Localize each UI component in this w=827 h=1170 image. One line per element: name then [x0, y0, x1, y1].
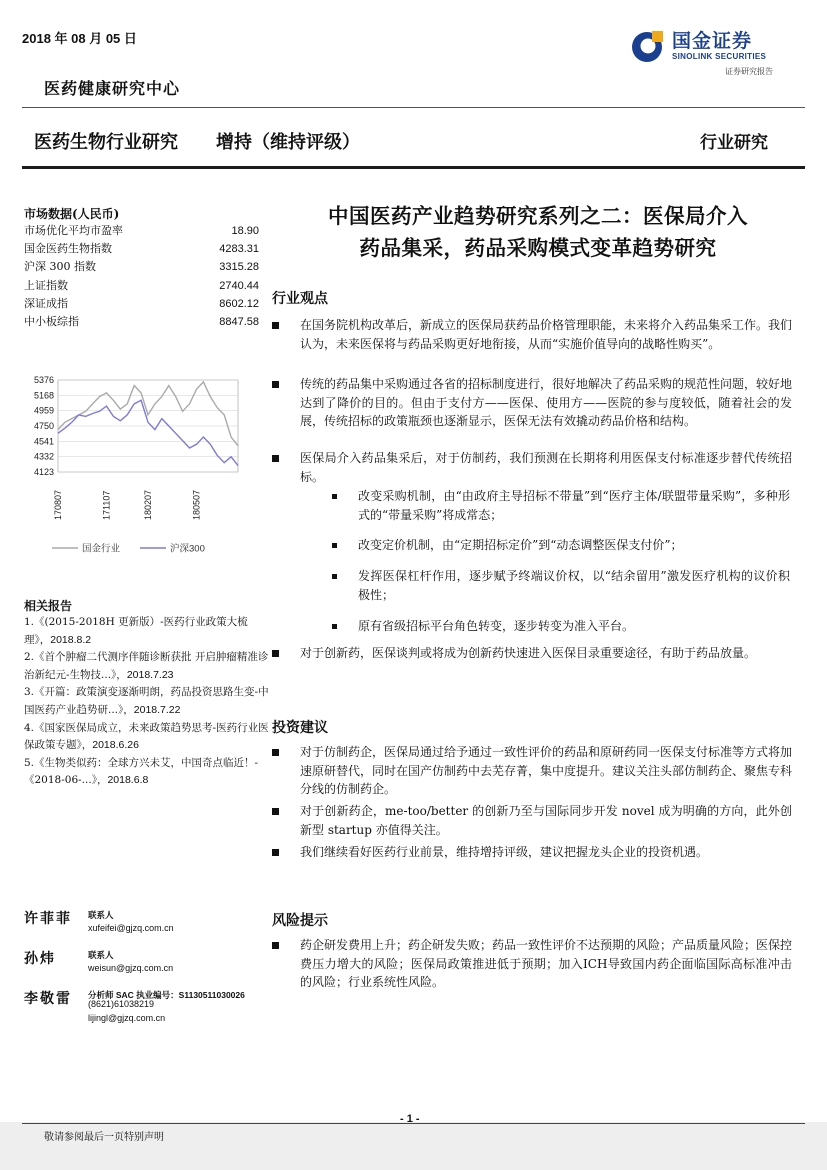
report-date: 2018 年 08 月 05 日	[22, 31, 137, 46]
related-report-item[interactable]	[24, 649, 269, 684]
chart-xtick-label: 180207	[143, 489, 153, 520]
bullet-item	[272, 802, 792, 839]
related-report-date: 2018.7.22	[133, 703, 181, 716]
sub-bullet-text: 原有省级招标平台角色转变，逐步转变为准入平台。	[358, 619, 635, 633]
market-row	[24, 240, 259, 258]
report-category-label: 证券研究报告	[725, 67, 773, 76]
related-report-item[interactable]	[24, 684, 269, 719]
research-center-name: 医药健康研究中心	[44, 79, 181, 98]
sinolink-logo-icon	[630, 28, 666, 64]
bullet-text: 药企研发费用上升；药企研发失败；药品一致性评价不达预期的风险；产品质量风险；医保控费压力增大的风险；医保局政策推进低于预期；加入ICH导致国内药企面临国际高标准冲击的风险；行业系统性风险。	[300, 938, 793, 990]
bullet-text: 医保局介入药品集采后，对于仿制药，我们预测在长期将利用医保支付标准逐步替代传统招标。	[300, 451, 792, 484]
related-report-date: 2018.6.26	[92, 739, 139, 752]
chart-ytick-label: 5168	[33, 390, 54, 401]
square-bullet-icon	[272, 322, 279, 329]
small-square-bullet-icon	[332, 624, 337, 629]
analyst-certificate: 分析师 SAC 执业编号：S1130511030026	[88, 990, 245, 1000]
report-title-line1: 中国医药产业趋势研究系列之二：医保局介入	[328, 204, 748, 228]
report-type: 行业研究	[700, 133, 768, 153]
market-value: 3315.28	[219, 261, 259, 274]
section-title-investment-advice: 投资建议	[272, 720, 328, 736]
header-divider	[22, 107, 805, 108]
analyst-phone: (8621)61038219	[88, 999, 155, 1009]
square-bullet-icon	[272, 650, 279, 657]
chart-ytick-label: 4123	[33, 467, 54, 477]
page-number: - 1 -	[400, 1113, 420, 1125]
sub-bullet-item	[332, 567, 790, 604]
sub-bullet-text: 发挥医保杠杆作用，逐步赋予终端议价权，以“结余留用”激发医疗机构的议价积极性；	[358, 569, 790, 602]
section-title-industry-view: 行业观点	[272, 291, 328, 307]
chart-ytick-label: 4332	[33, 451, 54, 462]
bullet-item	[272, 644, 792, 663]
chart-ytick-label: 5376	[33, 375, 54, 385]
bullet-text: 对于仿制药企，医保局通过给予通过一致性评价的药品和原研药同一医保支付标准等方式将加速原研替代，同时在国产仿制药中去芜存菁，集中度提升。建议关注头部仿制药企、聚焦专科分线的仿制药企。	[300, 745, 793, 797]
market-data-title: 市场数据(人民币)	[24, 207, 120, 221]
square-bullet-icon	[272, 749, 279, 756]
market-row	[24, 295, 259, 313]
market-row	[24, 258, 259, 276]
market-row	[24, 277, 259, 295]
bullet-text: 传统的药品集中采购通过各省的招标制度进行，很好地解决了药品采购的规范性问题，较好地达到了降价的目的。但由于支付方——医保、使用方——医院的参与度较低，随着社会的发展，传统招标的政策瓶颈也逐渐显示，医保无法有效撬动药品价格和结构。	[300, 377, 793, 429]
disclaimer-note: 敬请参阅最后一页特别声明	[44, 1132, 164, 1143]
small-square-bullet-icon	[332, 543, 337, 548]
bullet-item	[272, 449, 792, 486]
report-title-line2: 药品集采，药品采购模式变革趋势研究	[359, 236, 717, 260]
small-square-bullet-icon	[332, 494, 337, 499]
related-report-date: 2018.8.2	[50, 633, 92, 646]
market-value: 8847.58	[219, 315, 259, 328]
square-bullet-icon	[272, 849, 279, 856]
related-report-date: 2018.6.8	[107, 774, 149, 787]
market-row	[24, 222, 259, 240]
bullet-text: 对于创新药，医保谈判或将成为创新药快速进入医保目录重要途径，有助于药品放量。	[300, 646, 757, 660]
analyst-role: 联系人	[88, 911, 114, 921]
header-thick-divider	[22, 166, 805, 169]
sub-bullet-item	[332, 617, 790, 636]
section-title-risk: 风险提示	[272, 913, 328, 929]
chart-xtick-label: 171107	[101, 490, 112, 520]
bullet-item	[272, 743, 792, 799]
analyst-name: 孙炜	[24, 951, 56, 967]
market-row	[24, 313, 259, 331]
market-value: 8602.12	[219, 297, 259, 310]
market-value: 4283.31	[219, 243, 259, 256]
market-label: 国金医药生物指数	[24, 242, 112, 256]
sub-bullet-item	[332, 536, 790, 555]
chart-legend-label: 国金行业	[82, 543, 121, 555]
chart-xtick-label: 170807	[53, 489, 63, 520]
related-report-text: 4.《国家医保局成立，未来政策趋势思考-医药行业医保政策专题》，	[24, 721, 269, 752]
chart-series-line	[58, 382, 238, 446]
small-square-bullet-icon	[332, 574, 337, 579]
bullet-text: 对于创新药企，me-too/better 的创新乃至与国际同步开发 novel 成为明确的方向，此外创新型 startup 亦值得关注。	[300, 804, 792, 837]
market-label: 中小板综指	[24, 314, 79, 328]
sub-bullet-item	[332, 487, 790, 524]
square-bullet-icon	[272, 381, 279, 388]
chart-ytick-label: 4750	[33, 420, 54, 431]
bullet-text: 在国务院机构改革后，新成立的医保局获药品价格管理职能，未来将介入药品集采工作。我们认为，未来医保将与药品采购更好地衔接，从而“实施价值导向的战略性购买”。	[300, 318, 793, 351]
report-title	[268, 200, 808, 264]
analyst-role: 联系人	[88, 951, 114, 961]
analyst-email[interactable]: lijingl@gjzq.com.cn	[88, 1013, 166, 1023]
sub-bullet-text: 改变采购机制，由“由政府主导招标不带量”到“医疗主体/联盟带量采购”，多种形式的“带量采购”将成常态；	[358, 489, 790, 522]
rating: 增持（维持评级）	[216, 132, 360, 152]
chart-xtick-label: 180507	[191, 489, 202, 520]
index-line-chart	[20, 370, 260, 560]
logo-english-name: SINOLINK SECURITIES	[672, 52, 767, 61]
related-report-text: 1.《(2015-2018H 更新版）-医药行业政策大梳理》，	[24, 616, 248, 646]
related-reports-list	[24, 614, 269, 790]
analyst-email[interactable]: xufeifei@gjzq.com.cn	[88, 923, 174, 933]
bullet-item	[272, 936, 792, 992]
market-label: 市场优化平均市盈率	[24, 224, 123, 237]
chart-ytick-label: 4959	[33, 405, 54, 416]
bullet-item	[272, 375, 792, 431]
market-data-table	[24, 222, 259, 331]
square-bullet-icon	[272, 942, 279, 949]
analyst-name: 许菲菲	[24, 911, 72, 927]
market-label: 上证指数	[24, 278, 68, 292]
analyst-email[interactable]: weisun@gjzq.com.cn	[88, 963, 174, 973]
analyst-name: 李敬雷	[24, 991, 72, 1007]
industry-title: 医药生物行业研究	[34, 132, 178, 152]
logo-chinese-name: 国金证券	[672, 31, 753, 52]
related-reports-title: 相关报告	[24, 599, 73, 613]
related-report-text: 5.《生物类似药：全球方兴未艾，中国奇点临近！-《2018-06-...》，	[24, 756, 259, 787]
related-report-item[interactable]	[24, 614, 269, 649]
sub-bullet-text: 改变定价机制，由“定期招标定价”到“动态调整医保支付价”；	[358, 538, 683, 552]
square-bullet-icon	[272, 455, 279, 462]
chart-ytick-label: 4541	[33, 436, 54, 447]
bullet-item	[272, 843, 792, 862]
square-bullet-icon	[272, 808, 279, 815]
related-report-text: 2.《首个肿瘤二代测序伴随诊断获批 开启肿瘤精准诊治新纪元-生物技...》，	[24, 651, 269, 681]
chart-legend-label: 沪深300	[170, 543, 205, 555]
market-value: 18.90	[231, 225, 259, 237]
market-label: 沪深 300 指数	[24, 260, 96, 274]
related-report-date: 2018.7.23	[126, 668, 174, 681]
related-report-text: 3.《开篇：政策演变逐渐明朗，药品投资思路生变-中国医药产业趋势研...》，	[24, 686, 269, 716]
related-report-item[interactable]	[24, 755, 269, 790]
related-report-item[interactable]	[24, 720, 269, 755]
market-value: 2740.44	[219, 279, 259, 292]
chart-series-line	[58, 400, 238, 465]
market-label: 深证成指	[24, 296, 68, 310]
bullet-text: 我们继续看好医药行业前景，维持增持评级，建议把握龙头企业的投资机遇。	[300, 845, 709, 859]
bullet-item	[272, 316, 792, 353]
